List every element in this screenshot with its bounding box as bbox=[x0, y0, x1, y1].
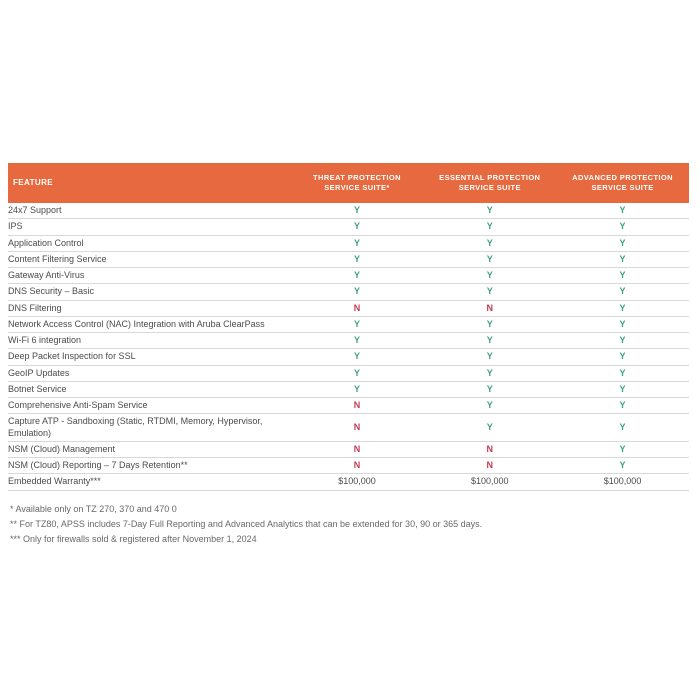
value-yes-cell: Y bbox=[353, 367, 360, 378]
table-body bbox=[8, 203, 689, 491]
value-yes-cell: Y bbox=[353, 237, 360, 248]
feature-comparison-table bbox=[8, 163, 689, 491]
value-yes-cell: Y bbox=[619, 367, 626, 378]
table-row bbox=[8, 301, 689, 317]
value-yes-cell: Y bbox=[353, 351, 360, 362]
value-yes-cell: Y bbox=[619, 335, 626, 345]
feature-cell: Network Access Control (NAC) Integration with Aruba ClearPass bbox=[8, 318, 265, 329]
column-header-advanced-protection-suite: ADVANCED PROTECTION SERVICE SUITE bbox=[572, 172, 673, 192]
value-no-cell: N bbox=[486, 443, 494, 454]
column-header-essential-protection-suite: ESSENTIAL PROTECTION SERVICE SUITE bbox=[439, 172, 541, 192]
value-yes-cell: Y bbox=[353, 221, 360, 232]
value-yes-cell: Y bbox=[486, 421, 493, 432]
table-row bbox=[8, 236, 689, 252]
table-header-row bbox=[8, 163, 689, 203]
table-row bbox=[8, 458, 689, 474]
value-cell: $100,000 bbox=[603, 476, 642, 487]
feature-cell: NSM (Cloud) Reporting – 7 Days Retention** bbox=[8, 460, 188, 470]
feature-cell: Embedded Warranty*** bbox=[8, 476, 101, 487]
value-cell: $100,000 bbox=[471, 476, 509, 487]
value-no-cell: N bbox=[353, 302, 361, 313]
value-yes-cell: Y bbox=[353, 253, 360, 264]
value-yes-cell: Y bbox=[486, 270, 493, 280]
table-row bbox=[8, 268, 689, 284]
table-row bbox=[8, 474, 689, 490]
value-yes-cell: Y bbox=[619, 302, 626, 313]
value-yes-cell: Y bbox=[619, 443, 626, 454]
value-cell: $100,000 bbox=[338, 476, 376, 487]
value-yes-cell: Y bbox=[486, 237, 493, 248]
footnote-availability: * Available only on TZ 270, 370 and 470 0 bbox=[10, 503, 177, 514]
value-no-cell: N bbox=[353, 400, 361, 410]
column-header-feature: FEATURE bbox=[13, 177, 53, 187]
feature-cell: DNS Security – Basic bbox=[8, 286, 95, 297]
feature-cell: Comprehensive Anti-Spam Service bbox=[8, 400, 148, 410]
feature-cell: GeoIP Updates bbox=[8, 367, 70, 378]
value-yes-cell: Y bbox=[619, 221, 626, 232]
table-row bbox=[8, 398, 689, 414]
table-row bbox=[8, 442, 689, 458]
value-yes-cell: Y bbox=[486, 221, 493, 232]
value-yes-cell: Y bbox=[353, 318, 360, 329]
value-yes-cell: Y bbox=[353, 270, 360, 280]
value-no-cell: N bbox=[486, 302, 494, 313]
feature-cell: Application Control bbox=[8, 237, 84, 248]
value-yes-cell: Y bbox=[353, 335, 360, 345]
feature-cell: 24x7 Support bbox=[8, 205, 62, 215]
value-no-cell: N bbox=[353, 460, 361, 470]
value-yes-cell: Y bbox=[486, 367, 493, 378]
value-yes-cell: Y bbox=[619, 237, 626, 248]
value-yes-cell: Y bbox=[353, 205, 360, 215]
feature-cell: Deep Packet Inspection for SSL bbox=[8, 351, 136, 362]
table-row bbox=[8, 382, 689, 398]
value-yes-cell: Y bbox=[619, 318, 626, 329]
value-yes-cell: Y bbox=[619, 286, 626, 297]
feature-cell: Content Filtering Service bbox=[8, 253, 107, 264]
value-yes-cell: Y bbox=[486, 335, 493, 345]
column-header-threat-protection-suite: THREAT PROTECTION SERVICE SUITE* bbox=[313, 172, 401, 192]
value-yes-cell: Y bbox=[486, 383, 493, 394]
footnotes bbox=[8, 502, 689, 548]
value-yes-cell: Y bbox=[619, 460, 626, 470]
table-row bbox=[8, 203, 689, 219]
value-yes-cell: Y bbox=[486, 351, 493, 362]
value-yes-cell: Y bbox=[486, 318, 493, 329]
value-yes-cell: Y bbox=[619, 421, 626, 432]
feature-cell: NSM (Cloud) Management bbox=[8, 443, 116, 454]
value-yes-cell: Y bbox=[353, 286, 360, 297]
value-no-cell: N bbox=[353, 421, 361, 432]
value-yes-cell: Y bbox=[486, 253, 493, 264]
value-yes-cell: Y bbox=[619, 383, 626, 394]
table-row bbox=[8, 366, 689, 382]
value-yes-cell: Y bbox=[353, 383, 360, 394]
feature-cell: IPS bbox=[8, 221, 23, 232]
table-row bbox=[8, 333, 689, 349]
footnote-warranty-eligibility: *** Only for firewalls sold & registered after November 1, 2024 bbox=[10, 534, 257, 545]
value-no-cell: N bbox=[353, 443, 361, 454]
table-row bbox=[8, 317, 689, 333]
feature-cell: Wi-Fi 6 integration bbox=[8, 335, 82, 345]
feature-cell: Botnet Service bbox=[8, 383, 67, 394]
value-yes-cell: Y bbox=[619, 351, 626, 362]
value-yes-cell: Y bbox=[619, 205, 626, 215]
feature-cell: Capture ATP - Sandboxing (Static, RTDMI, Memory, Hypervisor, Emulation) bbox=[8, 416, 263, 438]
table-row bbox=[8, 252, 689, 268]
value-yes-cell: Y bbox=[486, 400, 493, 410]
value-yes-cell: Y bbox=[486, 205, 493, 215]
table-row bbox=[8, 414, 689, 442]
value-yes-cell: Y bbox=[486, 286, 493, 297]
table-row bbox=[8, 349, 689, 365]
feature-cell: DNS Filtering bbox=[8, 302, 62, 313]
footnote-tz80-apss: ** For TZ80, APSS includes 7-Day Full Reporting and Advanced Analytics that can be extended for 30, 90 or 365 days. bbox=[10, 518, 483, 529]
feature-cell: Gateway Anti-Virus bbox=[8, 270, 85, 280]
table-row bbox=[8, 284, 689, 300]
value-yes-cell: Y bbox=[619, 270, 626, 280]
table-row bbox=[8, 219, 689, 235]
value-no-cell: N bbox=[486, 460, 494, 470]
value-yes-cell: Y bbox=[619, 253, 626, 264]
value-yes-cell: Y bbox=[619, 400, 626, 410]
